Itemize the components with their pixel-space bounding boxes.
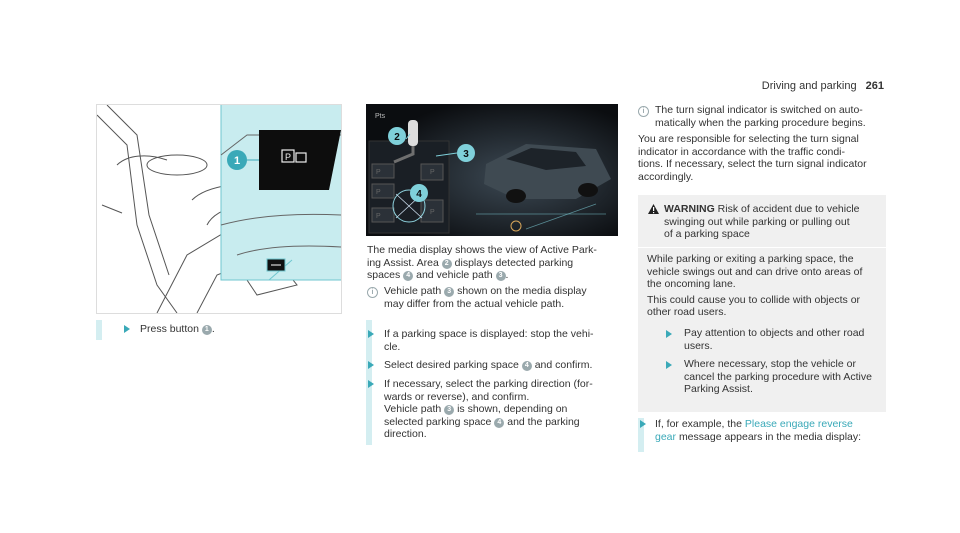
text-span: and vehicle path [416, 269, 493, 281]
step-arrow-icon [640, 420, 646, 428]
warning-action-1 [684, 327, 864, 352]
ref-number: 1 [202, 325, 212, 335]
text-line: Parking Assist. [684, 383, 753, 395]
text-line: cle. [384, 340, 401, 353]
text-line: While parking or exiting a parking space, the [647, 253, 854, 265]
slot-label: P [376, 213, 381, 220]
info-vehicle-path [384, 285, 587, 310]
text-span: Risk of accident due to vehicle [717, 203, 860, 215]
info-icon: i [367, 287, 378, 298]
warning-title [664, 203, 860, 241]
text-line: matically when the parking procedure begins. [655, 116, 866, 129]
step-text: . [211, 323, 215, 335]
step-arrow-icon [368, 330, 374, 338]
text-line [367, 257, 597, 270]
text-line: swinging out while parking or pulling out [664, 215, 850, 228]
step-select-space [384, 359, 592, 372]
text-line: vehicle swings out and can drive onto areas of [647, 265, 863, 278]
text-line: The turn signal indicator is switched on auto- [655, 104, 863, 116]
warning-body [647, 253, 862, 319]
slot-label: P [376, 169, 381, 176]
step-arrow-icon [124, 325, 130, 333]
slot-label: P [430, 169, 435, 176]
text-line: If necessary, select the parking direction (for- [384, 378, 593, 390]
info-turn-signal [655, 104, 866, 129]
text-line: The media display shows the view of Active Park- [367, 244, 597, 256]
page-number: 261 [865, 80, 884, 92]
step-arrow-icon [368, 380, 374, 388]
section-title: Driving and parking [761, 80, 857, 92]
paragraph-display [367, 244, 597, 282]
text-span: Select desired parking space [384, 359, 519, 371]
text-line: the oncoming lane. [647, 278, 736, 290]
text-span: spaces [367, 269, 401, 281]
callout-3: 3 [463, 149, 469, 160]
text-line: of a parking space [664, 228, 750, 240]
text-span: selected parking space [384, 415, 492, 428]
text-span: is shown, depending on [457, 403, 568, 415]
console-illustration [96, 104, 342, 314]
text-line [384, 403, 593, 416]
ref-number: 4 [494, 418, 504, 428]
text-line: Where necessary, stop the vehicle or [684, 358, 856, 370]
ref-number: 3 [444, 405, 454, 415]
text-line [384, 416, 593, 429]
text-line: This could cause you to collide with objects or [647, 293, 861, 306]
text-line: wards or reverse), and confirm. [384, 390, 530, 403]
warning-box [638, 195, 886, 412]
screen-corner-label: Pts [375, 113, 386, 120]
text-line: users. [684, 339, 713, 352]
console-drawing [97, 105, 341, 313]
text-line: direction. [384, 428, 427, 440]
warning-label: WARNING [664, 203, 715, 215]
ref-number: 4 [522, 361, 532, 371]
text-span: and the parking [507, 415, 580, 428]
text-span: Vehicle path [384, 285, 442, 297]
text-line: You are responsible for selecting the turn signal [638, 133, 859, 145]
ref-number: 3 [496, 271, 506, 281]
text-line: Pay attention to objects and other road [684, 327, 865, 339]
text-line: If a parking space is displayed: stop the vehi- [384, 328, 594, 340]
text-line: accordingly. [638, 170, 694, 183]
step-stop-vehicle [384, 328, 594, 353]
step-text: Press button [140, 323, 199, 335]
text-span: Vehicle path [384, 403, 442, 415]
callout-1: 1 [233, 155, 241, 167]
svg-text:P: P [285, 152, 292, 162]
ref-number: 4 [403, 271, 413, 281]
ref-number: 2 [442, 259, 452, 269]
text-line: other road users. [647, 306, 727, 318]
text-span: ing Assist. Area [367, 256, 439, 269]
callout-4: 4 [416, 189, 422, 200]
text-span: . [505, 269, 509, 281]
text-span: displays detected parking [454, 256, 574, 269]
warning-divider [638, 247, 886, 248]
text-line [367, 269, 597, 282]
step-arrow-icon [368, 361, 374, 369]
warning-action-2 [684, 358, 872, 396]
text-span: message appears in the media display: [678, 430, 862, 443]
text-span: shown on the media display [457, 285, 587, 297]
slot-label: P [430, 209, 435, 216]
media-display-illustration [366, 104, 618, 236]
park-assist-screen [366, 104, 618, 236]
text-line [384, 285, 587, 298]
text-line: cancel the parking procedure with Active [684, 370, 872, 383]
message-link[interactable]: Please engage reverse [744, 418, 853, 430]
text-line [664, 203, 860, 216]
step-bar [96, 320, 102, 340]
text-line [655, 431, 861, 444]
slot-label: P [376, 189, 381, 196]
step-direction [384, 378, 593, 441]
text-line: indicator in accordance with the traffic condi- [638, 145, 845, 158]
paragraph-responsibility [638, 133, 867, 183]
step-press-button [140, 323, 215, 336]
text-span: and confirm. [534, 359, 593, 371]
text-line: may differ from the actual vehicle path. [384, 297, 565, 310]
step-arrow-icon [666, 361, 672, 369]
step-reverse-gear [655, 418, 861, 443]
text-line: tions. If necessary, select the turn signal indicator [638, 158, 867, 170]
ref-number: 3 [444, 287, 454, 297]
callout-2: 2 [394, 132, 400, 143]
warning-triangle-icon [648, 204, 659, 214]
text-line [655, 418, 861, 431]
text-span: If, for example, the [655, 418, 742, 430]
step-arrow-icon [666, 330, 672, 338]
page-header [762, 80, 884, 92]
info-icon: i [638, 106, 649, 117]
message-link[interactable]: gear [655, 430, 677, 443]
